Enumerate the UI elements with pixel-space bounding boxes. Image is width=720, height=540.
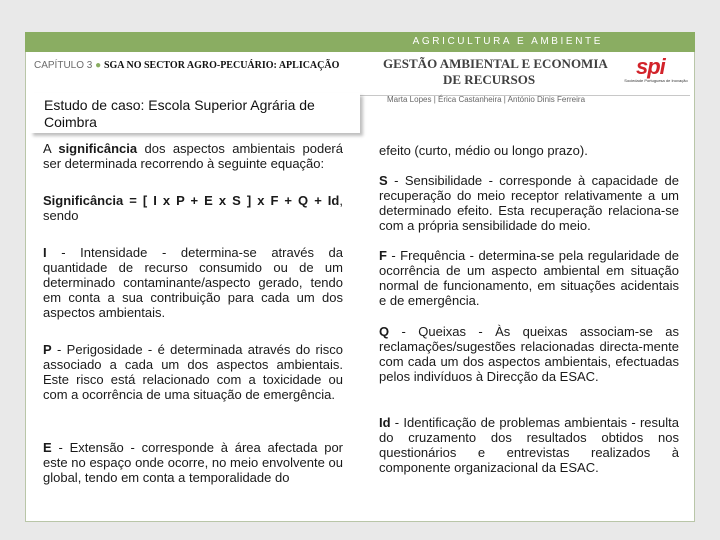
definition-key: I — [43, 245, 47, 260]
definition-text: - Identificação de problemas ambientais - resulta do cruzamento dos resultados obtidos nos questionários e entrevistas realizados à componente organizacional da ESAC. — [379, 415, 679, 475]
header-banner — [25, 32, 695, 52]
definition-Q — [379, 324, 679, 384]
case-study-heading-box — [30, 93, 360, 133]
definition-text: - Intensidade - determina-se através da quantidade de recurso consumido ou de um determinado contaminante/aspecto gerado, tendo em conta a sua contribuição para cada um dos aspectos ambientais. — [43, 245, 343, 320]
chapter-title: SGA NO SECTOR AGRO-PECUÁRIO: APLICAÇÃO — [103, 60, 340, 71]
spi-logo — [622, 54, 690, 88]
continuation-text: efeito (curto, médio ou longo prazo). — [379, 143, 588, 158]
definition-key: Id — [379, 415, 391, 430]
equation-paragraph — [43, 193, 343, 223]
definition-text: - Perigosidade - é determinada através do risco associado a cada um dos aspectos ambientais. Este risco está relacionado com a toxicidade ou com a ocorrência de uma situação de emergência. — [43, 342, 343, 402]
banner-text: AGRICULTURA E AMBIENTE — [412, 36, 603, 47]
chapter-prefix: CAPÍTULO 3 — [34, 60, 93, 71]
authors: Marta Lopes | Érica Castanheira | António Dinis Ferreira — [387, 95, 586, 104]
bullet-icon: ● — [95, 60, 102, 71]
definition-text: - Queixas - Às queixas associam-se as reclamações/sugestões relacionadas directa-mente com cada um dos aspectos ambientais, efectuadas pelos indivíduos à Direcção da ESAC. — [379, 324, 679, 384]
definition-key: F — [379, 248, 387, 263]
definition-F — [379, 248, 679, 308]
definition-E-continued — [379, 143, 679, 158]
logo-caption: Sociedade Portuguesa de Inovação — [624, 78, 688, 83]
definition-key: Q — [379, 324, 390, 339]
book-title — [383, 56, 623, 88]
intro-prefix: A — [43, 141, 59, 156]
equation-tail: , sendo — [43, 193, 343, 223]
definition-E — [43, 440, 343, 485]
definition-key: S — [379, 173, 388, 188]
definition-I — [43, 245, 343, 320]
definition-text: - Frequência - determina-se pela regularidade de ocorrência de um aspecto ambiental em situação normal de funcionamento, em situações acidentais e de emergência. — [379, 248, 679, 308]
equation: Significância = [ I x P + E x S ] x F + Q + Id — [43, 193, 340, 208]
case-study-heading: Estudo de caso: Escola Superior Agrária de Coimbra — [44, 97, 315, 130]
intro-rest: dos aspectos ambientais poderá ser determinada recorrendo à seguinte equação: — [43, 141, 343, 171]
definition-S — [379, 173, 679, 233]
definition-P — [43, 342, 343, 402]
definition-key: E — [43, 440, 52, 455]
intro-bold: significância — [58, 141, 138, 156]
book-title-line2: DE RECURSOS — [443, 72, 536, 87]
definition-key: P — [43, 342, 52, 357]
logo-mark: spi — [636, 54, 665, 79]
definition-text: - Extensão - corresponde à área afectada por este no espaço onde ocorre, no meio envolvente ou global, tendo em conta a temporalidade do — [43, 440, 343, 485]
definition-Id — [379, 415, 679, 475]
definition-text: - Sensibilidade - corresponde à capacidade de recuperação do meio receptor relativamente a um determinado efeito. Esta recuperação relaciona-se com a própria sensibilidade do meio. — [379, 173, 679, 233]
book-title-line1: GESTÃO AMBIENTAL E ECONOMIA — [383, 56, 608, 71]
intro-paragraph — [43, 141, 343, 171]
chapter-header — [34, 60, 354, 72]
